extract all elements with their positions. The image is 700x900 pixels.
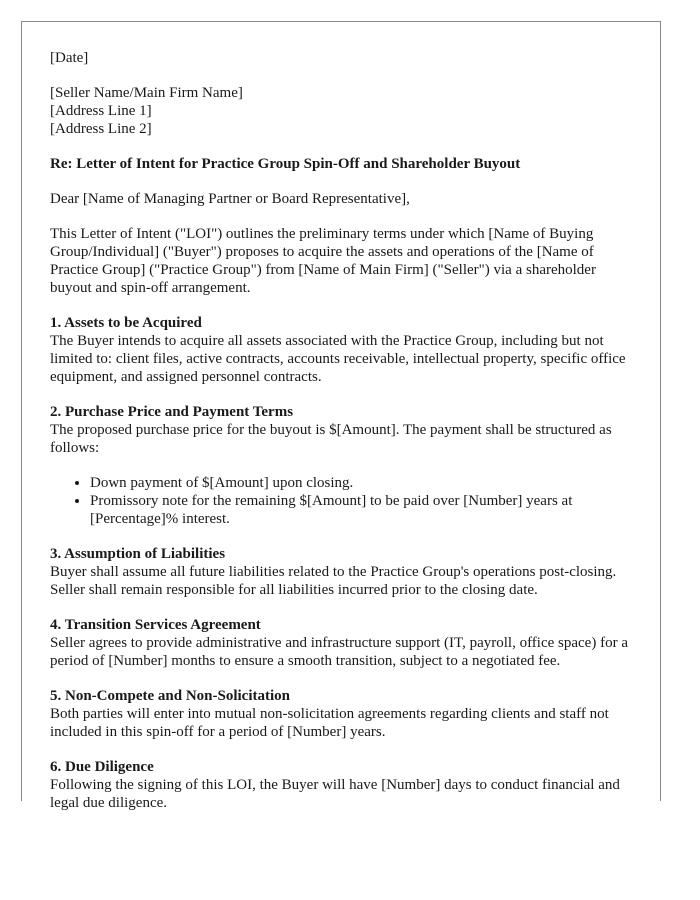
- section-due-diligence: [50, 758, 640, 812]
- intro-paragraph: This Letter of Intent ("LOI") outlines the preliminary terms under which [Name of Buying Group/Individual] ("Buyer") proposes to acquire the assets and operations of the [Name of Practice Group] ("Practice Group") from [Name of Main Firm] ("Seller") via a shareholder buyout and spin-off arrangement.: [50, 226, 596, 296]
- payment-terms-list: [50, 474, 640, 528]
- section-body: Seller agrees to provide administrative and infrastructure support (IT, payroll, office space) for a period of [Number] months to ensure a smooth transition, subject to a negotiated fee.: [50, 635, 628, 669]
- section-liabilities: [50, 545, 640, 599]
- subject-line: Re: Letter of Intent for Practice Group Spin-Off and Shareholder Buyout: [50, 156, 521, 172]
- letter-date: [Date]: [50, 50, 89, 66]
- section-heading: 4. Transition Services Agreement: [50, 617, 261, 633]
- recipient-address-line-1: [Address Line 1]: [50, 103, 152, 119]
- section-heading: 2. Purchase Price and Payment Terms: [50, 404, 294, 420]
- recipient-name: [Seller Name/Main Firm Name]: [50, 85, 243, 101]
- section-body: Both parties will enter into mutual non-solicitation agreements regarding clients and staff not included in this spin-off for a period of [Number] years.: [50, 706, 609, 740]
- section-heading: 3. Assumption of Liabilities: [50, 546, 226, 562]
- section-transition-services: [50, 616, 640, 670]
- recipient-address: [50, 84, 640, 138]
- section-heading: 5. Non-Compete and Non-Solicitation: [50, 688, 291, 704]
- section-assets: [50, 314, 640, 386]
- section-body: The proposed purchase price for the buyout is $[Amount]. The payment shall be structured as follows:: [50, 422, 612, 456]
- list-item: • Down payment of $[Amount] upon closing.: [90, 474, 640, 492]
- recipient-address-line-2: [Address Line 2]: [50, 121, 152, 137]
- section-body: The Buyer intends to acquire all assets associated with the Practice Group, including but not limited to: client files, active contracts, accounts receivable, intellectual property, specific office equipment, and assigned personnel contracts.: [50, 333, 626, 385]
- section-body: Following the signing of this LOI, the Buyer will have [Number] days to conduct financial and legal due diligence.: [50, 777, 620, 811]
- letter-page: [21, 21, 661, 811]
- section-non-compete: [50, 687, 640, 741]
- section-body: Buyer shall assume all future liabilities related to the Practice Group's operations post-closing. Seller shall remain responsible for all liabilities incurred prior to the closing date.: [50, 564, 617, 598]
- letter-content: [50, 49, 640, 812]
- list-item: • Promissory note for the remaining $[Amount] to be paid over [Number] years at [Percentage]% interest.: [90, 492, 640, 528]
- section-heading: 6. Due Diligence: [50, 759, 154, 775]
- section-purchase-price: [50, 403, 640, 528]
- salutation: Dear [Name of Managing Partner or Board Representative],: [50, 191, 410, 207]
- section-heading: 1. Assets to be Acquired: [50, 315, 202, 331]
